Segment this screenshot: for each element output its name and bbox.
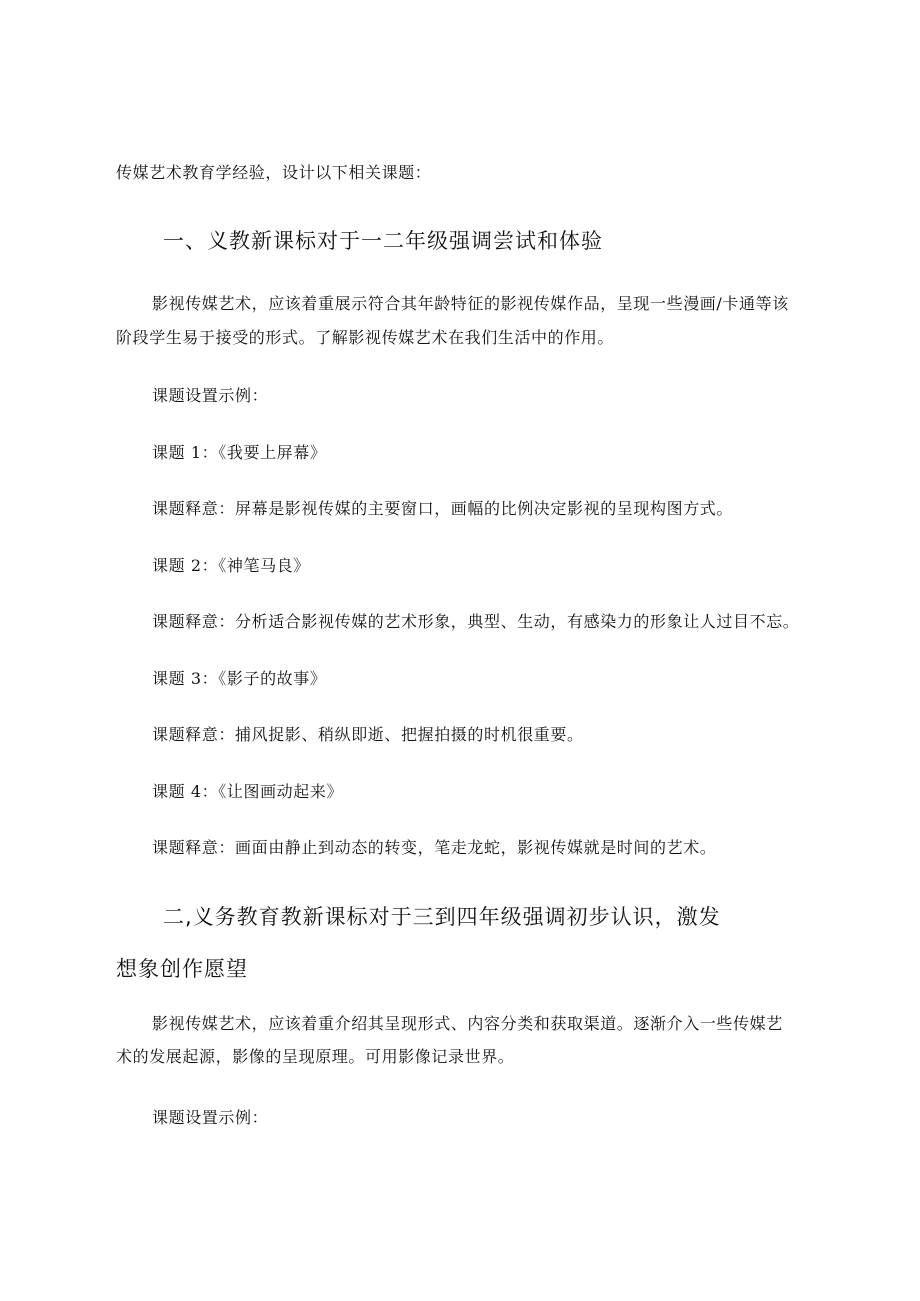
topic-1-title: 课题 1：《我要上屏幕》 — [152, 443, 327, 462]
topic-3-note: 课题释意：捕风捉影、稍纵即逝、把握拍摄的时机很重要。 — [152, 725, 584, 744]
section-1-heading: 一、义教新课标对于一二年级强调尝试和体验 — [163, 229, 603, 253]
topic-2-note: 课题释意：分析适合影视传媒的艺术形象，典型、生动，有感染力的形象让人过目不忘。 — [152, 612, 800, 631]
intro-text: 传媒艺术教育学经验，设计以下相关课题： — [116, 163, 432, 182]
section-2-heading-line-1: 二,义务教育教新课标对于三到四年级强调初步认识，激发 — [163, 905, 721, 929]
section-2-paragraph-line-2: 术的发展起源，影像的呈现原理。可用影像记录世界。 — [116, 1047, 515, 1066]
section-1-paragraph-line-2: 阶段学生易于接受的形式。了解影视传媒艺术在我们生活中的作用。 — [116, 328, 615, 347]
topic-4-note: 课题释意：画面由静止到动态的转变，笔走龙蛇，影视传媒就是时间的艺术。 — [152, 838, 717, 857]
section-2-heading-line-2: 想象创作愿望 — [116, 957, 248, 981]
topic-3-title: 课题 3：《影子的故事》 — [152, 669, 327, 688]
topic-1-note: 课题释意：屏幕是影视传媒的主要窗口，画幅的比例决定影视的呈现构图方式。 — [152, 499, 734, 518]
section-2-examples-label: 课题设置示例： — [152, 1108, 269, 1127]
topic-2-title: 课题 2：《神笔马良》 — [152, 556, 310, 575]
section-1-examples-label: 课题设置示例： — [152, 386, 269, 405]
section-1-paragraph-line-1: 影视传媒艺术，应该着重展示符合其年龄特征的影视传媒作品，呈现一些漫画/卡通等该 — [152, 294, 789, 313]
section-2-paragraph-line-1: 影视传媒艺术，应该着重介绍其呈现形式、内容分类和获取渠道。逐渐介入一些传媒艺 — [152, 1014, 783, 1033]
topic-4-title: 课题 4：《让图画动起来》 — [152, 782, 344, 801]
